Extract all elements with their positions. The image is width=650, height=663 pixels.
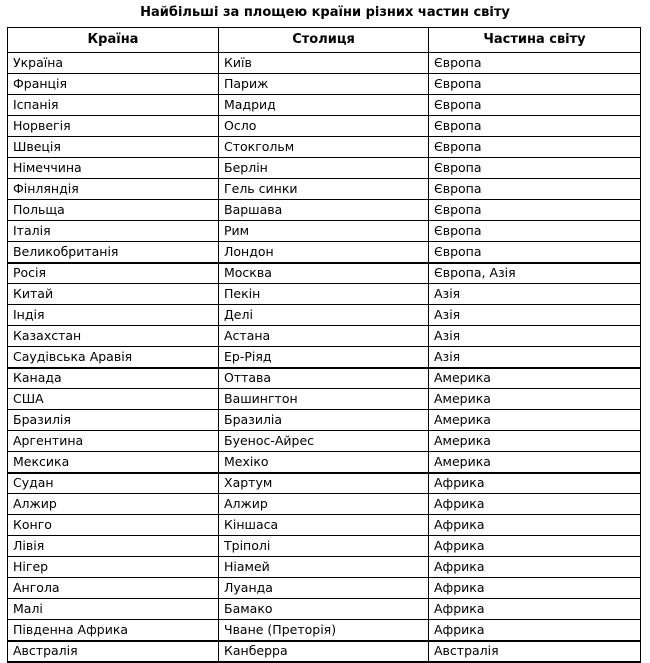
cell-region: Азія	[429, 347, 641, 368]
cell-region: Африка	[429, 515, 641, 536]
cell-region: Європа	[429, 221, 641, 242]
cell-region: Африка	[429, 473, 641, 494]
cell-country: Конго	[8, 515, 219, 536]
table-row	[8, 305, 641, 326]
table-row	[8, 74, 641, 95]
table-row	[8, 284, 641, 305]
cell-country: Судан	[8, 473, 219, 494]
cell-region: Європа	[429, 158, 641, 179]
cell-capital: Стокгольм	[219, 137, 429, 158]
table-row	[8, 641, 641, 662]
cell-country: Канада	[8, 368, 219, 389]
cell-capital: Київ	[219, 53, 429, 74]
column-header-region: Частина світу	[429, 28, 641, 53]
table-row	[8, 578, 641, 599]
cell-country: Мексика	[8, 452, 219, 473]
cell-capital: Мехіко	[219, 452, 429, 473]
cell-capital: Лондон	[219, 242, 429, 263]
cell-country: Італія	[8, 221, 219, 242]
table-row	[8, 95, 641, 116]
cell-country: Австралія	[8, 641, 219, 662]
cell-capital: Бамако	[219, 599, 429, 620]
cell-capital: Берлін	[219, 158, 429, 179]
cell-capital: Канберра	[219, 641, 429, 662]
table-row	[8, 515, 641, 536]
cell-country: Китай	[8, 284, 219, 305]
cell-region: Європа	[429, 242, 641, 263]
table-row	[8, 242, 641, 263]
cell-capital: Ер-Ріяд	[219, 347, 429, 368]
cell-capital: Тріполі	[219, 536, 429, 557]
cell-country: Польща	[8, 200, 219, 221]
cell-country: Україна	[8, 53, 219, 74]
cell-capital: Ніамей	[219, 557, 429, 578]
table-row	[8, 473, 641, 494]
cell-region: Азія	[429, 326, 641, 347]
cell-capital: Хартум	[219, 473, 429, 494]
cell-country: Алжир	[8, 494, 219, 515]
table-row	[8, 137, 641, 158]
cell-capital: Осло	[219, 116, 429, 137]
cell-capital: Мадрид	[219, 95, 429, 116]
cell-region: Європа	[429, 116, 641, 137]
column-header-capital: Столиця	[219, 28, 429, 53]
cell-region: Європа	[429, 179, 641, 200]
table-row	[8, 53, 641, 74]
cell-country: Лівія	[8, 536, 219, 557]
cell-capital: Варшава	[219, 200, 429, 221]
cell-capital: Астана	[219, 326, 429, 347]
cell-country: Південна Африка	[8, 620, 219, 641]
cell-country: Аргентина	[8, 431, 219, 452]
cell-region: Африка	[429, 494, 641, 515]
countries-table	[7, 27, 641, 663]
cell-region: Америка	[429, 452, 641, 473]
cell-capital: Оттава	[219, 368, 429, 389]
cell-capital: Буенос-Айрес	[219, 431, 429, 452]
cell-capital: Чване (Преторія)	[219, 620, 429, 641]
table-header	[8, 28, 641, 53]
cell-country: Великобританія	[8, 242, 219, 263]
cell-capital: Луанда	[219, 578, 429, 599]
cell-country: Малі	[8, 599, 219, 620]
cell-capital: Бразиліа	[219, 410, 429, 431]
cell-country: Ангола	[8, 578, 219, 599]
cell-country: Казахстан	[8, 326, 219, 347]
table-row	[8, 179, 641, 200]
cell-region: Африка	[429, 620, 641, 641]
table-row	[8, 221, 641, 242]
table-row	[8, 431, 641, 452]
table-row	[8, 557, 641, 578]
table-header-row	[8, 28, 641, 53]
table-row	[8, 389, 641, 410]
table-row	[8, 158, 641, 179]
cell-capital: Рим	[219, 221, 429, 242]
cell-region: Європа, Азія	[429, 263, 641, 284]
cell-country: Норвегія	[8, 116, 219, 137]
table-row	[8, 116, 641, 137]
table-row	[8, 494, 641, 515]
cell-country: Іспанія	[8, 95, 219, 116]
table-row	[8, 452, 641, 473]
table-row	[8, 200, 641, 221]
cell-capital: Пекін	[219, 284, 429, 305]
table-row	[8, 410, 641, 431]
table-row	[8, 536, 641, 557]
cell-capital: Делі	[219, 305, 429, 326]
cell-country: Індія	[8, 305, 219, 326]
cell-country: Франція	[8, 74, 219, 95]
cell-region: Африка	[429, 599, 641, 620]
cell-region: Європа	[429, 74, 641, 95]
table-row	[8, 263, 641, 284]
cell-region: Європа	[429, 137, 641, 158]
table-container	[0, 20, 650, 663]
cell-region: Африка	[429, 557, 641, 578]
cell-country: Росія	[8, 263, 219, 284]
cell-country: Швеція	[8, 137, 219, 158]
table-body	[8, 53, 641, 662]
cell-region: Європа	[429, 53, 641, 74]
cell-region: Азія	[429, 284, 641, 305]
table-row	[8, 326, 641, 347]
column-header-country: Країна	[8, 28, 219, 53]
cell-country: Бразилія	[8, 410, 219, 431]
cell-region: Африка	[429, 578, 641, 599]
cell-region: Америка	[429, 410, 641, 431]
cell-region: Америка	[429, 431, 641, 452]
cell-region: Австралія	[429, 641, 641, 662]
cell-region: Америка	[429, 389, 641, 410]
cell-capital: Алжир	[219, 494, 429, 515]
cell-region: Азія	[429, 305, 641, 326]
cell-country: США	[8, 389, 219, 410]
cell-country: Фінляндія	[8, 179, 219, 200]
cell-country: Німеччина	[8, 158, 219, 179]
table-row	[8, 599, 641, 620]
cell-region: Європа	[429, 200, 641, 221]
cell-capital: Париж	[219, 74, 429, 95]
cell-region: Європа	[429, 95, 641, 116]
cell-capital: Москва	[219, 263, 429, 284]
cell-capital: Вашингтон	[219, 389, 429, 410]
table-row	[8, 347, 641, 368]
table-row	[8, 368, 641, 389]
cell-country: Нігер	[8, 557, 219, 578]
page-title: Найбільші за площею країни різних частин світу	[140, 5, 510, 20]
cell-country: Саудівська Аравія	[8, 347, 219, 368]
table-row	[8, 620, 641, 641]
cell-region: Африка	[429, 536, 641, 557]
cell-region: Америка	[429, 368, 641, 389]
cell-capital: Гель синки	[219, 179, 429, 200]
cell-capital: Кіншаса	[219, 515, 429, 536]
